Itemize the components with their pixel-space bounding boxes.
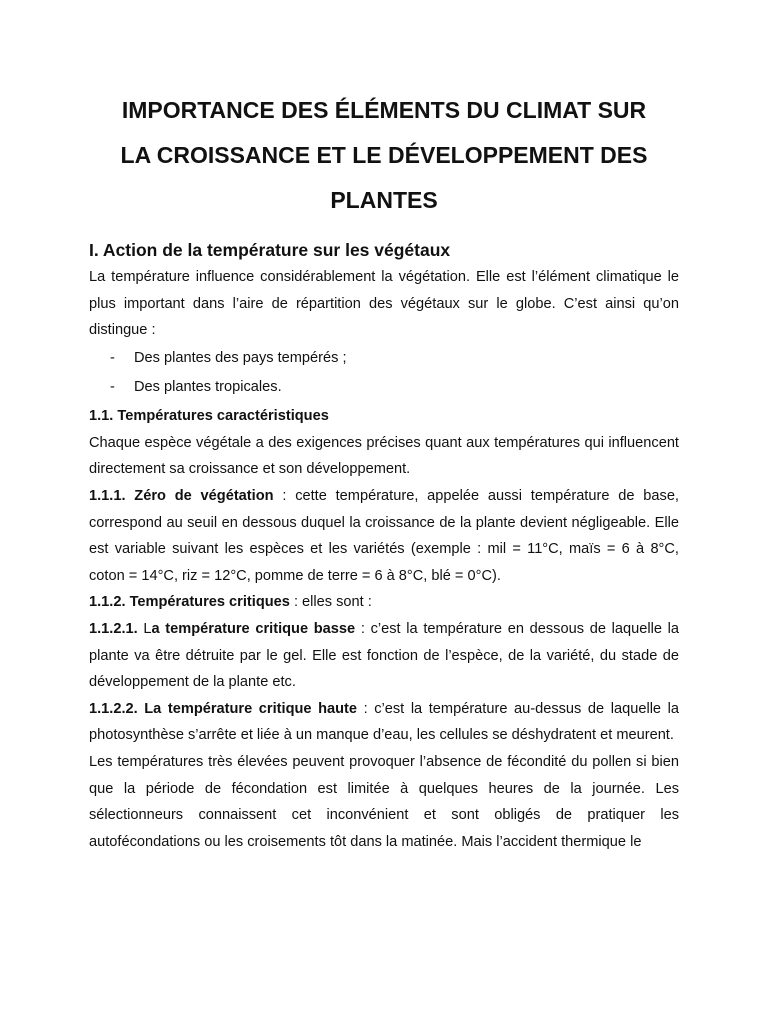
list-item — [89, 373, 679, 402]
low-critical-letter: L — [137, 620, 152, 637]
document-title — [89, 88, 679, 223]
section-heading-temperature: I. Action de la température sur les végétaux — [89, 240, 451, 260]
low-critical-label: a température critique basse — [151, 620, 356, 637]
list-item — [89, 344, 679, 373]
zero-vegetation-paragraph — [89, 483, 679, 589]
low-critical-temperature-paragraph — [89, 616, 679, 696]
title-line-2: LA CROISSANCE ET LE DÉVELOPPEMENT DES — [120, 142, 648, 168]
characteristic-temperatures-paragraph: Chaque espèce végétale a des exigences précises quant aux températures qui influencent directement sa croissance et son développement. — [89, 434, 679, 478]
intro-paragraph: La température influence considérablement la végétation. Elle est l’élément climatique le plus important dans l’aire de répartition des végétaux sur le globe. C’est ainsi qu’on distingue : — [89, 269, 679, 339]
bullet-dash: - — [110, 378, 115, 395]
bullet-dash: - — [110, 349, 115, 366]
list-item-text: Des plantes tropicales. — [134, 378, 282, 395]
low-critical-text: : c’est la température en dessous de laquelle la plante va être détruite par le gel. Elle est fonction de l’espèce, de la variété, du stade de développement de la plante etc. — [89, 620, 679, 691]
critical-temperatures-label: 1.1.2. Températures critiques — [89, 594, 290, 611]
list-item-text: Des plantes des pays tempérés ; — [134, 349, 347, 366]
low-critical-number: 1.1.2.1. — [89, 620, 138, 637]
plant-types-list — [89, 344, 679, 402]
high-critical-temperature-paragraph — [89, 696, 679, 749]
zero-vegetation-label: 1.1.1. Zéro de végétation — [89, 487, 274, 504]
closing-paragraph: Les températures très élevées peuvent provoquer l’absence de fécondité du pollen si bien que la période de fécondation est limitée à quelques heures de la journée. Les sélectionneurs connaissent cet inconvénient et sont obligés de pratiquer les autofécondations ou les croisements tôt dans la matinée. Mais l’accident thermique le — [89, 753, 679, 850]
subheading-characteristic-temperatures: 1.1. Températures caractéristiques — [89, 407, 329, 424]
high-critical-text: : c’est la température au-dessus de laquelle la photosynthèse s’arrête et liée à un manque d’eau, les cellules se déshydratent et meurent. — [89, 700, 679, 744]
high-critical-label: 1.1.2.2. La température critique haute — [89, 700, 358, 717]
title-line-1: IMPORTANCE DES ÉLÉMENTS DU CLIMAT SUR — [121, 97, 647, 123]
zero-vegetation-text: : cette température, appelée aussi température de base, correspond au seuil en dessous duquel la croissance de la plante devient négligeable. Elle est variable suivant les espèces et les variétés (exemple : mil = 11°C, maïs = 6 à 8°C, coton = 14°C, riz = 12°C, pomme de terre = 6 à 8°C, blé = 0°C). — [89, 487, 679, 584]
critical-temperatures-text: : elles sont : — [289, 594, 372, 611]
title-line-3: PLANTES — [330, 187, 438, 213]
critical-temperatures-paragraph — [89, 589, 679, 616]
